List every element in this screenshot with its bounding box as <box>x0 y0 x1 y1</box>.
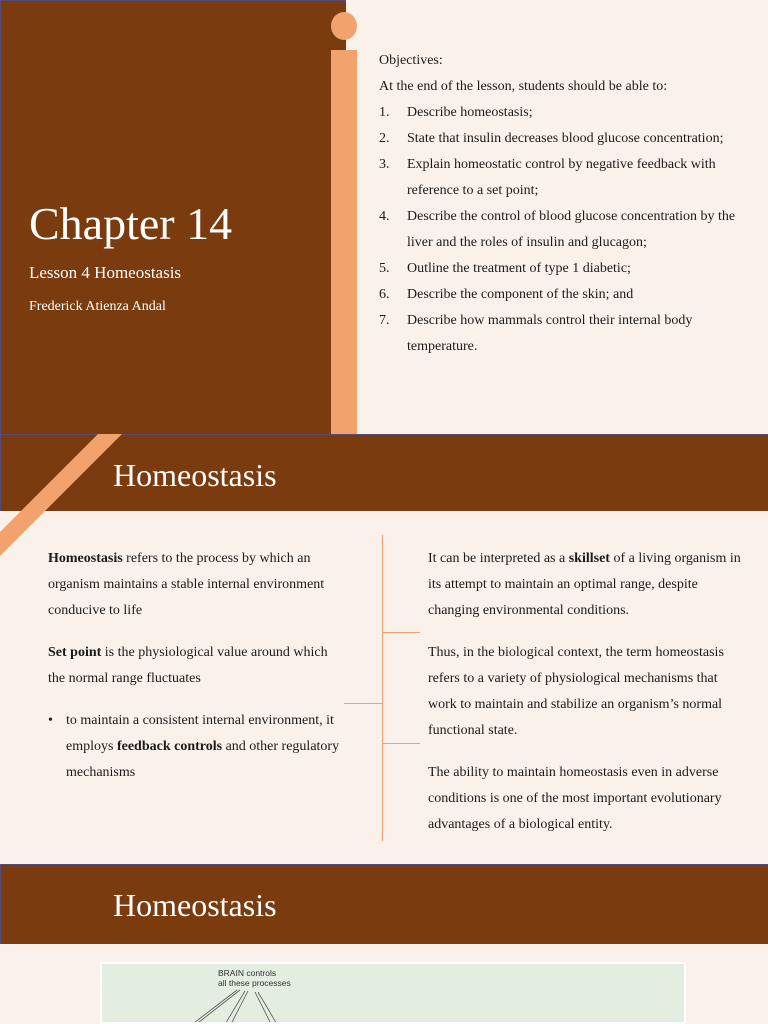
homeostasis-definition-slide <box>0 434 768 854</box>
definition-text: is the physiological value around which the normal range fluctuates <box>48 645 328 686</box>
connector-line <box>344 703 382 704</box>
diagonal-accent-stripe <box>0 434 130 559</box>
list-number: 3. <box>379 157 390 172</box>
objective-text: State that insulin decreases blood glucose concentration; <box>407 131 724 146</box>
objective-text: Describe homeostasis; <box>407 105 533 120</box>
objectives-heading: Objectives: <box>379 53 443 68</box>
objective-text: Explain homeostatic control by negative feedback with reference to a set point; <box>407 157 716 198</box>
chapter-title: Chapter 14 <box>29 198 233 249</box>
list-number: 6. <box>379 287 390 302</box>
accent-bar <box>331 50 357 434</box>
slide-title: Homeostasis <box>113 457 277 493</box>
left-column <box>48 546 343 786</box>
figure-label-line: all these processes <box>218 978 291 988</box>
accent-dot <box>331 12 357 40</box>
bullet-text <box>66 708 343 786</box>
figure-connector-lines <box>102 964 686 1024</box>
list-item <box>379 282 749 308</box>
bullet-item <box>48 708 343 786</box>
right-column <box>428 546 743 854</box>
objective-text: Outline the treatment of type 1 diabetic; <box>407 261 631 276</box>
list-item <box>379 126 749 152</box>
figure-label-line: BRAIN controls <box>218 968 277 978</box>
slide-title: Homeostasis <box>113 887 277 923</box>
objectives-block <box>379 48 749 360</box>
biological-context-paragraph: Thus, in the biological context, the term homeostasis refers to a variety of physiological mechanisms that work to maintain and stabilize an organism’s normal functional state. <box>428 645 724 738</box>
term-set-point: Set point <box>48 645 102 660</box>
bullet-icon: • <box>48 713 53 728</box>
paragraph-text: It can be interpreted as a <box>428 551 569 566</box>
list-number: 5. <box>379 261 390 276</box>
list-item <box>379 152 749 204</box>
set-point-definition <box>48 640 343 692</box>
slide-header <box>0 864 768 944</box>
title-panel <box>0 0 346 434</box>
brain-control-figure <box>100 962 686 1024</box>
skillset-paragraph <box>428 546 743 624</box>
objective-text: Describe the component of the skin; and <box>407 287 634 302</box>
list-number: 7. <box>379 313 390 328</box>
term-feedback-controls: feedback controls <box>116 739 223 754</box>
list-item <box>379 100 749 126</box>
bullet-text-part: to maintain a consistent internal environment, it employs <box>66 713 334 754</box>
objectives-list <box>379 100 749 360</box>
objectives-intro: At the end of the lesson, students should be able to: <box>379 79 668 94</box>
homeostasis-diagram-slide <box>0 854 768 1024</box>
connector-line <box>382 632 420 633</box>
list-item <box>379 308 749 360</box>
author-name: Frederick Atienza Andal <box>29 299 166 314</box>
paragraph-text: of a living organism in its attempt to maintain an optimal range, despite changing environmental conditions. <box>428 551 741 618</box>
list-number: 1. <box>379 105 390 120</box>
definition-text: refers to the process by which an organism maintains a stable internal environment conducive to life <box>48 551 325 618</box>
connector-line <box>382 743 420 744</box>
divider-line <box>382 535 383 841</box>
list-item <box>379 256 749 282</box>
title-slide <box>0 0 768 434</box>
lesson-subtitle: Lesson 4 Homeostasis <box>29 263 182 282</box>
term-homeostasis: Homeostasis <box>48 551 123 566</box>
list-item <box>379 204 749 256</box>
homeostasis-definition <box>48 546 343 624</box>
term-skillset: skillset <box>568 551 610 566</box>
evolutionary-advantage-paragraph: The ability to maintain homeostasis even in adverse conditions is one of the most important evolutionary advantages of a biological entity. <box>428 765 722 832</box>
objective-text: Describe how mammals control their internal body temperature. <box>407 313 693 354</box>
list-number: 2. <box>379 131 390 146</box>
objective-text: Describe the control of blood glucose concentration by the liver and the roles of insulin and glucagon; <box>407 209 736 250</box>
bullet-text-part: and other regulatory mechanisms <box>66 739 340 780</box>
list-number: 4. <box>379 209 390 224</box>
